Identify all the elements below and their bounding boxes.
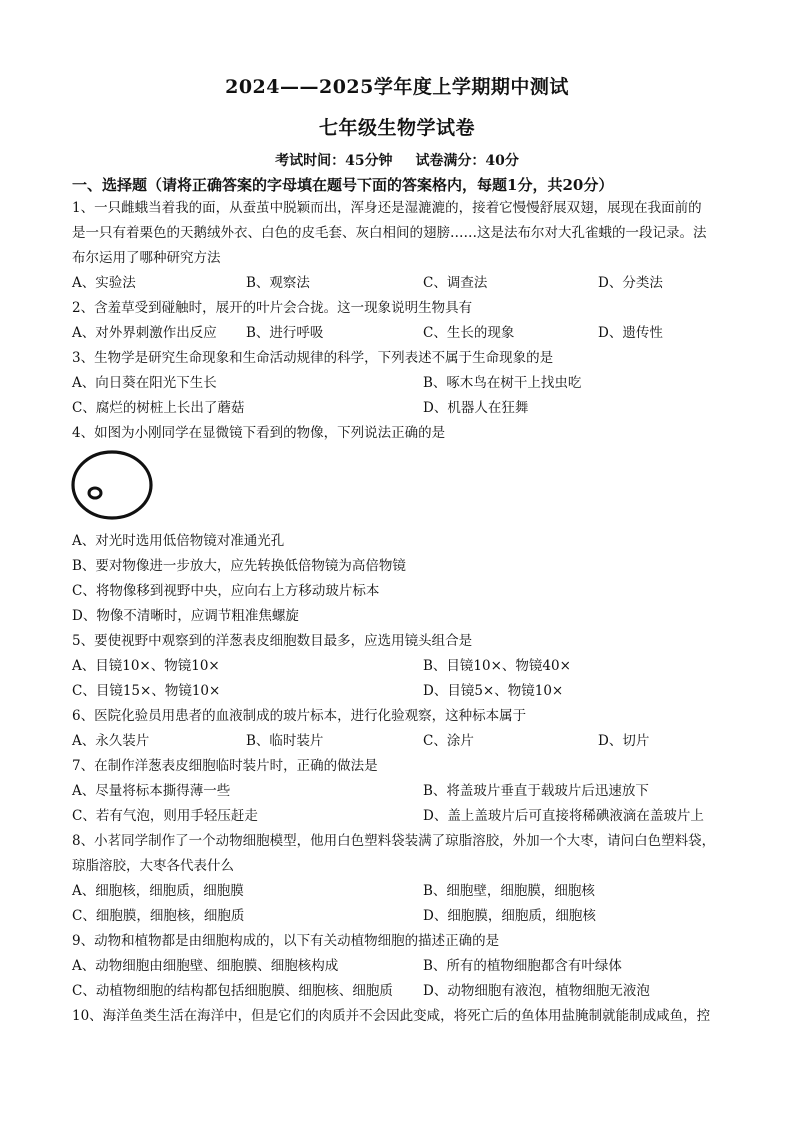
- option-d: D、机器人在狂舞: [423, 400, 529, 416]
- exam-title: 2024——2025学年度上学期期中测试: [225, 76, 569, 98]
- option-b: B、目镜10×、物镜40×: [423, 658, 571, 674]
- option-b: B、临时装片: [246, 733, 324, 749]
- option-c: C、动植物细胞的结构都包括细胞膜、细胞核、细胞质: [72, 983, 393, 999]
- option-c: C、细胞膜，细胞核，细胞质: [72, 908, 245, 924]
- option-b: B、啄木鸟在树干上找虫吃: [423, 375, 582, 391]
- option-c: C、生长的现象: [423, 325, 515, 341]
- option-b: B、细胞壁，细胞膜，细胞核: [423, 883, 595, 899]
- question-text: 8、小茗同学制作了一个动物细胞模型，他用白色塑料袋装满了琼脂溶胶，外加一个大枣，请问白色塑料袋，: [72, 833, 716, 849]
- option-a: A、动物细胞由细胞壁、细胞膜、细胞核构成: [72, 958, 339, 974]
- exam-time: 考试时间：45分钟: [275, 153, 393, 169]
- option-b: B、观察法: [246, 275, 310, 291]
- option-b: B、将盖玻片垂直于载玻片后迅速放下: [423, 783, 649, 799]
- question-text: 6、医院化验员用患者的血液制成的玻片标本，进行化验观察，这种标本属于: [72, 708, 527, 724]
- option-d: D、物像不清晰时，应调节粗准焦螺旋: [72, 608, 299, 624]
- option-a: A、对外界刺激作出反应: [72, 325, 217, 341]
- option-d: D、遗传性: [598, 325, 663, 341]
- option-a: A、对光时选用低倍物镜对准通光孔: [72, 533, 285, 549]
- question-text: 2、含羞草受到碰触时，展开的叶片会合拢。这一现象说明生物具有: [72, 300, 473, 316]
- question-text: 9、动物和植物都是由细胞构成的，以下有关动植物细胞的描述正确的是: [72, 933, 500, 949]
- exam-meta: [0, 150, 794, 170]
- option-c: C、目镜15×、物镜10×: [72, 683, 221, 699]
- question-text: 7、在制作洋葱表皮细胞临时装片时，正确的做法是: [72, 758, 378, 774]
- option-a: A、尽量将标本撕得薄一些: [72, 783, 231, 799]
- option-d: D、动物细胞有液泡，植物细胞无液泡: [423, 983, 650, 999]
- option-c: C、将物像移到视野中央，应向右上方移动玻片标本: [72, 583, 380, 599]
- option-d: D、切片: [598, 733, 650, 749]
- exam-subtitle: 七年级生物学试卷: [318, 117, 475, 139]
- option-c: C、涂片: [423, 733, 474, 749]
- object-image-dot: [89, 488, 101, 498]
- microscope-view-figure: [70, 449, 154, 521]
- question-text: 琼脂溶胶，大枣各代表什么: [72, 858, 234, 874]
- option-d: D、盖上盖玻片后可直接将稀碘液滴在盖玻片上: [423, 808, 704, 824]
- full-score: 试卷满分：40分: [415, 153, 519, 169]
- option-a: A、细胞核，细胞质，细胞膜: [72, 883, 244, 899]
- option-a: A、向日葵在阳光下生长: [72, 375, 217, 391]
- option-b: B、要对物像进一步放大，应先转换低倍物镜为高倍物镜: [72, 558, 406, 574]
- question-text: 10、海洋鱼类生活在海洋中，但是它们的肉质并不会因此变咸，将死亡后的鱼体用盐腌制就能制成咸鱼，控: [72, 1008, 711, 1024]
- question-text: 5、要使视野中观察到的洋葱表皮细胞数目最多，应选用镜头组合是: [72, 633, 473, 649]
- option-d: D、细胞膜，细胞质，细胞核: [423, 908, 596, 924]
- question-text: 布尔运用了哪种研究方法: [72, 250, 221, 266]
- question-text: 是一只有着栗色的天鹅绒外衣、白色的皮毛套、灰白相间的翅膀……这是法布尔对大孔雀蛾的一段记录。法: [72, 225, 707, 241]
- option-c: C、调查法: [423, 275, 488, 291]
- option-c: C、若有气泡，则用手轻压赶走: [72, 808, 258, 824]
- question-text: 1、一只雌蛾当着我的面，从蚕茧中脱颖而出，浑身还是湿漉漉的，接着它慢慢舒展双翅，展现在我面前的: [72, 200, 702, 216]
- option-d: D、分类法: [598, 275, 663, 291]
- question-text: 4、如图为小刚同学在显微镜下看到的物像，下列说法正确的是: [72, 425, 446, 441]
- option-a: A、实验法: [72, 275, 136, 291]
- option-d: D、目镜5×、物镜10×: [423, 683, 564, 699]
- field-of-view-circle: [73, 452, 151, 518]
- option-c: C、腐烂的树桩上长出了蘑菇: [72, 400, 245, 416]
- option-a: A、永久装片: [72, 733, 150, 749]
- question-text: 3、生物学是研究生命现象和生命活动规律的科学，下列表述不属于生命现象的是: [72, 350, 554, 366]
- option-b: B、所有的植物细胞都含有叶绿体: [423, 958, 622, 974]
- option-b: B、进行呼吸: [246, 325, 324, 341]
- section-heading: 一、选择题（请将正确答案的字母填在题号下面的答案格内，每题1分，共20分）: [72, 176, 614, 194]
- option-a: A、目镜10×、物镜10×: [72, 658, 220, 674]
